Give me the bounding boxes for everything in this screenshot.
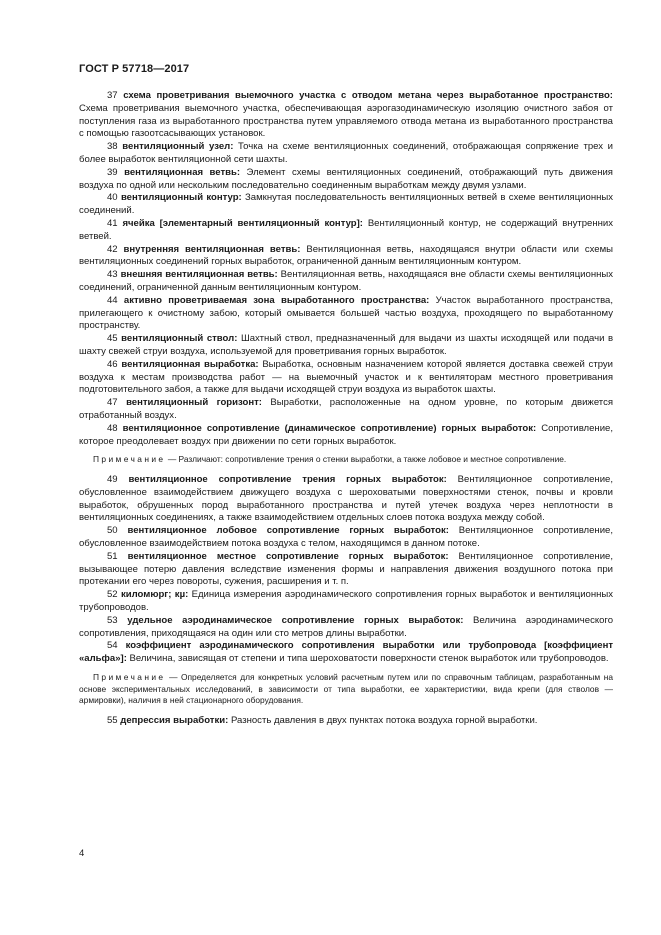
entry-number: 41 bbox=[107, 217, 118, 229]
entry-number: 53 bbox=[107, 614, 118, 626]
entry-term: вентиляционное сопротивление (динамическое сопротивление) горных выработок: bbox=[122, 422, 537, 434]
entry-number: 39 bbox=[107, 166, 118, 178]
entry-term: вентиляционный горизонт: bbox=[126, 397, 262, 409]
definition-entry bbox=[79, 525, 613, 551]
entry-term: вентиляционный контур: bbox=[120, 192, 242, 204]
entry-term: вентиляционная ветвь: bbox=[124, 166, 241, 178]
entry-definition: Участок выработанного пространства, прилегающего к очистному забою, который омывается большей частью воздуха, проходящего по выработанному пространству. bbox=[79, 294, 613, 332]
entry-definition: Разность давления в двух пунктах потока воздуха горной выработки. bbox=[230, 715, 538, 727]
definition-entry bbox=[79, 244, 613, 270]
entry-number: 48 bbox=[107, 422, 118, 434]
entry-term: ячейка [элементарный вентиляционный контур]: bbox=[122, 217, 363, 229]
definition-entry bbox=[79, 423, 613, 449]
entry-term: схема проветривания выемочного участка с отводом метана через выработанное пространство: bbox=[123, 90, 613, 101]
note-text: — Определяется для конкретных условий расчетным путем или по справочным таблицам, разработанным на основе экспериментальных исследований, в зависимости от типа выработки, ее характеристики, вида крепи (для стволов — армировки), наличия в ней стационарного оборудования. bbox=[79, 671, 614, 706]
entry-number: 47 bbox=[107, 397, 118, 409]
entry-definition: Вентиляционная ветвь, находящаяся внутри области или схемы вентиляционных соединений горных выработок, ограниченной данным вентиляционным контуром. bbox=[79, 243, 614, 268]
definitions-block-1 bbox=[79, 90, 613, 448]
entry-term: внешняя вентиляционная ветвь: bbox=[120, 269, 278, 281]
note-text: — Различают: сопротивление трения о стенки выработки, а также лобовое и местное сопротивление. bbox=[167, 454, 567, 465]
entry-term: киломюрг; кµ: bbox=[120, 589, 189, 601]
definition-entry bbox=[79, 333, 613, 359]
entry-number: 45 bbox=[107, 333, 118, 345]
definitions-block-2 bbox=[79, 474, 613, 666]
entry-number: 38 bbox=[107, 141, 118, 153]
entry-number: 42 bbox=[107, 243, 118, 255]
definition-entry bbox=[79, 397, 613, 423]
entry-definition: Вентиляционный контур, не содержащий внутренних ветвей. bbox=[79, 217, 614, 242]
entry-definition: Величина, зависящая от степени и типа шероховатости поверхности стенок выработок или трубопроводов. bbox=[129, 653, 609, 665]
entry-term: вентиляционный ствол: bbox=[121, 333, 238, 345]
definition-entry bbox=[79, 295, 613, 333]
entry-term: вентиляционное сопротивление трения горных выработок: bbox=[128, 474, 447, 486]
definition-entry bbox=[79, 167, 613, 193]
entry-definition: Вентиляционное сопротивление, вызывающее потерю давления вследствие изменения формы и направления движения воздушного потока при протекании его через повороты, сужения, расширения и т. п. bbox=[79, 550, 613, 588]
entry-number: 51 bbox=[107, 550, 118, 562]
note bbox=[79, 454, 613, 466]
entry-number: 43 bbox=[107, 269, 118, 281]
entry-definition: Выработка, основным назначением которой является доставка свежей струи воздуха к местам производства работ — на выемочный участок и к вентиляторам местного проветривания подготовительного забоя, а также для выдачи исходящей струи воздуха из выработок шахты. bbox=[79, 358, 614, 396]
note bbox=[79, 672, 613, 707]
entry-definition: Вентиляционное сопротивление, обусловленное взаимодействием потока воздуха с телом, находящимся в данном потоке. bbox=[79, 525, 613, 549]
entry-term: активно проветриваемая зона выработанного пространства: bbox=[123, 294, 430, 306]
definitions-block-3 bbox=[79, 715, 613, 728]
entry-number: 52 bbox=[107, 589, 118, 601]
entry-definition: Вентиляционная ветвь, находящаяся вне области схемы вентиляционных соединений, ограниченной данным вентиляционным контуром. bbox=[79, 269, 613, 293]
entry-definition: Вентиляционное сопротивление, обусловленное взаимодействием движущего воздуха с шероховатыми поверхностями стенок, почвы и кровли выработок, обрушенных пород выработанного пространства и путей утечек воздуха через неплотности в вентиляционных соединениях, а также взаимодействием отдельных слоев потока воздуха между собой. bbox=[79, 474, 613, 524]
entry-number: 49 bbox=[107, 474, 118, 486]
entry-number: 40 bbox=[107, 192, 118, 204]
entry-term: коэффициент аэродинамического сопротивления выработки или трубопровода [коэффициент «альфа»]: bbox=[79, 640, 614, 665]
note-label: Примечание bbox=[93, 454, 166, 465]
entry-number: 50 bbox=[107, 525, 118, 537]
entry-term: вентиляционное местное сопротивление горных выработок: bbox=[127, 550, 449, 562]
definition-entry bbox=[79, 192, 613, 218]
definition-entry bbox=[79, 640, 613, 666]
definition-entry bbox=[79, 359, 613, 397]
entry-definition: Замкнутая последовательность вентиляционных ветвей в схеме вентиляционных соединений. bbox=[79, 192, 614, 217]
page-number: 4 bbox=[79, 848, 85, 859]
entry-definition: Схема проветривания выемочного участка, обеспечивающая аэрогазодинамическую изоляцию очистного забоя от поступления газа из выработанного пространства путем управляемого отвода метана из выработанного пространства с помощью газоотсасывающих установок. bbox=[79, 102, 613, 140]
note-label: Примечание bbox=[93, 671, 166, 682]
entry-number: 54 bbox=[107, 640, 118, 652]
definition-entry bbox=[79, 90, 613, 141]
entry-definition: Сопротивление, которое преодолевает воздух при движении по сети горных выработок. bbox=[79, 422, 613, 447]
definition-entry bbox=[79, 269, 613, 295]
entry-term: вентиляционное лобовое сопротивление горных выработок: bbox=[127, 525, 449, 537]
definition-entry bbox=[79, 615, 613, 641]
definition-entry bbox=[79, 141, 613, 167]
definition-entry bbox=[79, 474, 613, 525]
entry-definition: Единица измерения аэродинамического сопротивления горных выработок и вентиляционных трубопроводов. bbox=[79, 589, 614, 613]
entry-number: 46 bbox=[107, 358, 118, 370]
entry-number: 37 bbox=[107, 90, 118, 101]
entry-definition: Шахтный ствол, предназначенный для выдачи из шахты исходящей или подачи в шахту свежей струи воздуха, используемой для проветривания горных выработок. bbox=[79, 333, 614, 357]
document-body bbox=[79, 90, 613, 728]
entry-term: депрессия выработки: bbox=[120, 715, 229, 727]
document-header: ГОСТ Р 57718—2017 bbox=[79, 63, 190, 75]
definition-entry bbox=[79, 551, 613, 589]
entry-term: внутренняя вентиляционная ветвь: bbox=[123, 243, 301, 255]
entry-definition: Точка на схеме вентиляционных соединений, отображающая сопряжение трех и более выработок вентиляционной сети шахты. bbox=[79, 141, 614, 165]
entry-number: 55 bbox=[107, 715, 118, 727]
entry-definition: Элемент схемы вентиляционных соединений, отображающий путь движения воздуха по одной или нескольким последовательно соединенным выработкам между двумя узлами. bbox=[79, 166, 613, 191]
entry-definition: Выработки, расположенные на одном уровне, по которым движется отработанный воздух. bbox=[79, 397, 614, 421]
definition-entry bbox=[79, 589, 613, 615]
definition-entry bbox=[79, 218, 613, 244]
entry-term: вентиляционная выработка: bbox=[121, 358, 259, 370]
entry-definition: Величина аэродинамического сопротивления, приходящаяся на один или сто метров длины выработки. bbox=[79, 614, 614, 639]
entry-term: вентиляционный узел: bbox=[122, 141, 234, 153]
entry-term: удельное аэродинамическое сопротивление горных выработок: bbox=[127, 614, 464, 626]
entry-number: 44 bbox=[107, 294, 118, 306]
definition-entry bbox=[79, 715, 613, 728]
